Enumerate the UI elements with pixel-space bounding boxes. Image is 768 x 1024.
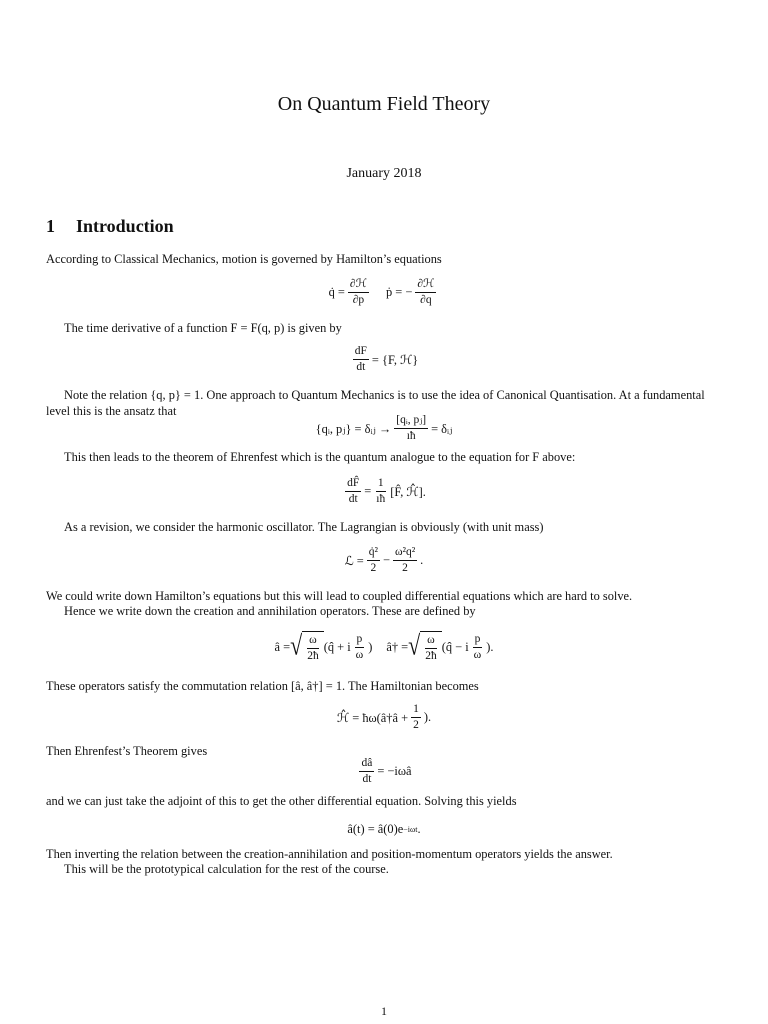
frac-den: ∂p (352, 294, 365, 306)
fraction-dfhat-dt (345, 477, 361, 506)
equation-ehrenfest (0, 477, 768, 506)
frac-num: dâ (359, 757, 374, 772)
eq-rhs: ). (423, 710, 432, 724)
frac-den: ω (473, 648, 482, 661)
eq-rhs: [F̂, ℋ̂]. (390, 484, 426, 499)
eq-lhs: {qᵢ, pⱼ} = δᵢⱼ → (315, 421, 392, 436)
frac-den: 2ħ (307, 650, 319, 662)
section-heading (46, 216, 174, 237)
fraction-omega-2hbar (305, 634, 321, 663)
frac-den: 2 (413, 719, 419, 731)
frac-den: 2 (402, 562, 408, 574)
frac-num: q̇² (367, 546, 380, 561)
frac-den: ıħ (406, 430, 416, 442)
frac-den: 2ħ (425, 650, 437, 662)
paragraph-9: and we can just take the adjoint of this to get the other differential equation. Solving this yields (46, 794, 517, 808)
equation-canonical (0, 414, 768, 443)
fraction-df-dt (353, 345, 369, 374)
paragraph-4: This then leads to the theorem of Ehrenfest which is the quantum analogue to the equation for F above: (64, 450, 576, 464)
eq-rhs: = {F, ℋ} (371, 352, 419, 367)
eq-solution-exponent: −iωt (403, 825, 418, 834)
eq-pdot: ṗ = − (385, 285, 413, 299)
frac-den: dt (348, 493, 358, 505)
paragraph-1: According to Classical Mechanics, motion is governed by Hamilton’s equations (46, 252, 442, 266)
eq-qdot: q̇ = (328, 285, 345, 299)
paragraph-10a: Then inverting the relation between the creation-annihilation and position-momentum operators yields the answer. (46, 847, 613, 861)
frac-num: 1 (376, 477, 386, 492)
frac-num: ∂ℋ (348, 278, 369, 293)
frac-den: dt (362, 773, 372, 785)
paragraph-2: The time derivative of a function F = F(q, p) is given by (64, 321, 342, 335)
fraction-potential (393, 546, 417, 575)
section-number: 1 (46, 216, 55, 236)
paper-date: January 2018 (346, 166, 422, 181)
fraction-kinetic (367, 546, 380, 575)
equation-time-derivative (0, 345, 768, 374)
frac-num: p (473, 633, 483, 648)
frac-den: 2 (370, 562, 377, 574)
eq-end: . (420, 553, 424, 567)
equation-hamilton (0, 278, 768, 307)
frac-num: 1 (411, 703, 421, 718)
eq-mid2: (q̂ − i (441, 639, 469, 654)
eq-solution-text: â(t) = â(0)e (347, 822, 404, 836)
paragraph-6a: We could write down Hamilton’s equations but this will lead to coupled differential equations which are hard to solve. (46, 589, 633, 603)
fraction-p-omega (354, 633, 366, 662)
eq-lhs: ℋ̂ = ħω(â†â + (336, 710, 409, 725)
fraction-commutator (394, 414, 428, 443)
equation-ladder-operators (0, 631, 768, 663)
frac-num: [qᵢ, pⱼ] (394, 414, 428, 429)
eq-adag: â† = (386, 639, 409, 654)
frac-den: dt (356, 361, 366, 373)
frac-num: dF (353, 345, 369, 360)
eq-mid1: (q̂ + i (323, 639, 351, 654)
sqrt-omega-over-2hbar: √ $\frac{\omega}{2ħ}$ (290, 631, 324, 663)
eq-equals: = (364, 484, 372, 498)
eq-lhs: ℒ = (344, 553, 364, 568)
eq-close1: ) (368, 639, 373, 654)
frac-num: p (355, 633, 365, 648)
fraction-da-dt (359, 757, 374, 786)
paragraph-10b: This will be the prototypical calculation for the rest of the course. (64, 862, 389, 876)
fraction-one-half (411, 703, 421, 732)
paragraph-3: Note the relation {q, p} = 1. One approach to Quantum Mechanics is to use the idea of Canonical Quantisation. At a fundamental level this is the ansatz that (46, 388, 705, 418)
section-title: Introduction (76, 216, 174, 236)
equation-solution (0, 822, 768, 837)
eq-close2: ). (486, 639, 494, 654)
eq-rhs: = δᵢⱼ (431, 421, 453, 436)
frac-num: ω²q² (393, 546, 417, 561)
page-number: 1 (381, 1004, 387, 1018)
eq-rhs: = −iωâ (377, 764, 412, 778)
fraction-p-omega (472, 633, 484, 662)
eq-solution-end: . (417, 822, 421, 836)
paragraph-6b: Hence we write down the creation and annihilation operators. These are defined by (64, 604, 476, 618)
eq-minus: − (382, 553, 390, 567)
equation-lagrangian (0, 546, 768, 575)
paper-title: On Quantum Field Theory (277, 93, 491, 115)
eq-a: â = (274, 639, 291, 654)
frac-num: ω (425, 634, 437, 649)
paragraph-8: Then Ehrenfest’s Theorem gives (46, 744, 208, 758)
paragraph-5: As a revision, we consider the harmonic oscillator. The Lagrangian is obviously (with unit mass) (64, 520, 544, 534)
fraction-omega-2hbar (423, 634, 439, 663)
frac-den: ıħ (376, 493, 386, 505)
frac-den: ∂q (420, 294, 432, 306)
frac-den: ω (355, 648, 364, 661)
fraction-one-ihbar (374, 477, 387, 506)
paragraph-7: These operators satisfy the commutation relation [â, â†] = 1. The Hamiltonian becomes (46, 679, 479, 693)
fraction-dh-dp (348, 278, 369, 307)
frac-num: ω (307, 634, 319, 649)
equation-eom (0, 757, 768, 786)
fraction-dh-dq (415, 278, 436, 307)
sqrt-omega-over-2hbar: √ $\frac{\omega}{2ħ}$ (408, 631, 442, 663)
frac-num: dF̂ (345, 477, 361, 492)
equation-hamiltonian (0, 703, 768, 732)
frac-num: ∂ℋ (415, 278, 436, 293)
